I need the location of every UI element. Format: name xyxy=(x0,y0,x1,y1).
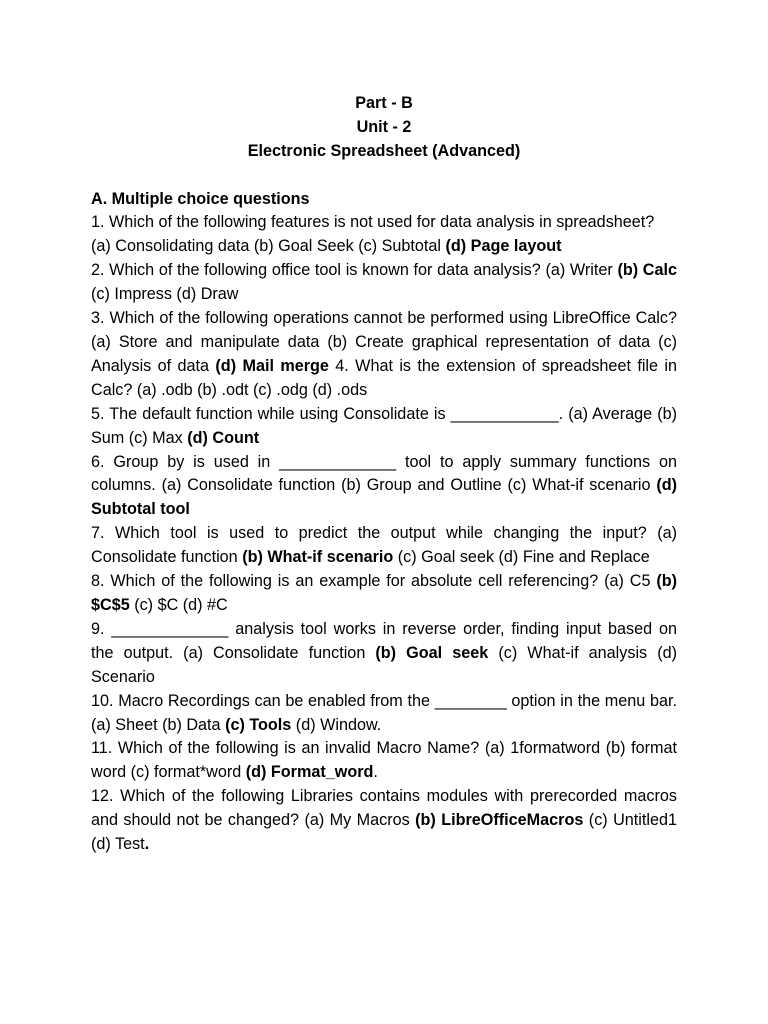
question-text: 11. Which of the following is an invalid Macro Name? (a) 1formatword (b) format word (c) format*word xyxy=(91,739,677,782)
question-item xyxy=(91,307,677,403)
question-item xyxy=(91,785,677,857)
answer-text: (d) Page layout xyxy=(445,237,562,256)
question-text: 4. What is the extension of spreadsheet file in Calc? (a) .odb (b) .odt (c) .odg (d) .ods xyxy=(91,356,677,399)
answer-text: (b) LibreOfficeMacros xyxy=(415,811,584,830)
document-header xyxy=(91,92,677,164)
question-text: (c) Untitled1 (d) Test xyxy=(91,811,677,854)
question-text: 2. Which of the following office tool is known for data analysis? (a) Writer xyxy=(91,261,618,280)
question-item xyxy=(91,690,677,738)
answer-text: (b) Goal seek xyxy=(375,643,489,662)
question-item xyxy=(91,570,677,618)
answer-text: (d) Format_word xyxy=(245,763,374,782)
question-text: (c) $C (d) #C xyxy=(129,595,228,614)
question-text: 3. Which of the following operations cannot be performed using LibreOffice Calc? (a) Store and manipulate data (b) Create graphical representation of data (c) Analysis of data xyxy=(91,309,677,375)
question-text: (c) Goal seek (d) Fine and Replace xyxy=(393,548,650,567)
document-title: Electronic Spreadsheet (Advanced) xyxy=(247,141,521,160)
answer-text: . xyxy=(144,835,150,854)
questions-list xyxy=(91,211,677,856)
unit-heading: Unit - 2 xyxy=(356,117,412,136)
part-heading: Part - B xyxy=(355,94,413,112)
question-item xyxy=(91,522,677,570)
question-text: (c) Impress (d) Draw xyxy=(91,285,239,304)
question-item xyxy=(91,737,677,785)
document-page xyxy=(91,92,677,857)
question-text: 5. The default function while using Consolidate is ____________. (a) Average (b) Sum (c) Max xyxy=(91,404,677,447)
answer-text: (c) Tools xyxy=(225,715,292,734)
question-text: 9. _____________ analysis tool works in reverse order, finding input based on the output. (a) Consolidate function xyxy=(91,619,677,662)
section-title: A. Multiple choice questions xyxy=(91,189,310,208)
question-text: 7. Which tool is used to predict the output while changing the input? (a) Consolidate function xyxy=(91,524,677,567)
question-text: (a) Consolidating data (b) Goal Seek (c) Subtotal xyxy=(91,237,446,256)
question-text: 12. Which of the following Libraries contains modules with prerecorded macros and should not be changed? (a) My Macros xyxy=(91,787,677,830)
question-text: (c) What-if analysis (d) Scenario xyxy=(91,643,677,686)
question-item xyxy=(91,618,677,690)
spacer xyxy=(91,164,677,188)
question-item xyxy=(91,403,677,451)
answer-text: (d) Subtotal tool xyxy=(91,476,677,519)
question-item xyxy=(91,259,677,307)
question-item xyxy=(91,211,677,259)
question-item xyxy=(91,451,677,523)
question-text: 8. Which of the following is an example for absolute cell referencing? (a) C5 xyxy=(91,572,657,591)
answer-text: (b) What-if scenario xyxy=(242,548,394,567)
answer-text: (d) Count xyxy=(187,428,260,447)
question-text: 10. Macro Recordings can be enabled from the ________ option in the menu bar. (a) Sheet (b) Data xyxy=(91,691,677,734)
question-text: 6. Group by is used in _____________ tool to apply summary functions on columns. (a) Consolidate function (b) Group and Outline (c) What-if scenario xyxy=(91,452,677,495)
answer-text: (b) Calc xyxy=(617,261,677,280)
question-text: . xyxy=(373,763,378,782)
answer-text: (b) $C$5 xyxy=(91,572,677,614)
question-text: 1. Which of the following features is not used for data analysis in spreadsheet? xyxy=(91,213,655,232)
question-text: (d) Window. xyxy=(291,715,382,734)
answer-text: (d) Mail merge xyxy=(215,356,329,375)
